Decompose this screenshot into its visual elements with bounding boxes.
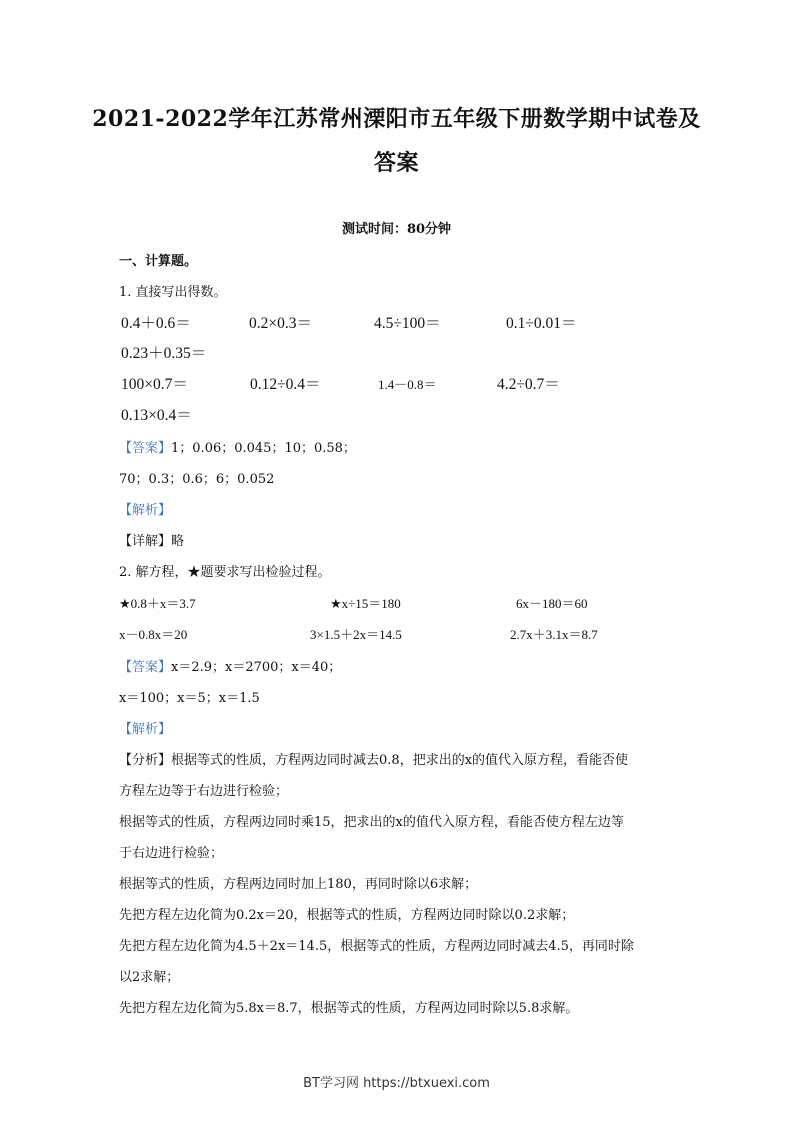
q2-analysis-line-3: 根据等式的性质，方程两边同时乘15，把求出的x的值代入原方程，看能否使方程左边等 [119,815,624,830]
q1-item-10: 0.13×0.4＝ [121,407,192,424]
q1-answer-continued: 70；0.3；0.6；6；0.052 [119,472,275,487]
q1-item-1: 0.4＋0.6＝ [121,315,191,332]
question-2-prompt: 2. 解方程，★题要求写出检验过程。 [119,565,331,580]
q2-analysis-line-6: 先把方程左边化简为0.2x＝20，根据等式的性质，方程两边同时除以0.2求解； [119,908,575,923]
q2-equation-2: ★x÷15＝180 [330,596,401,611]
section-heading: 一、计算题。 [119,254,198,269]
q1-item-5: 0.23＋0.35＝ [121,345,207,362]
answer-tag: 【答案】 [119,660,172,675]
fenxi-tag: 【分析】 [119,753,172,768]
site-footer-watermark: BT学习网 https://btxuexi.com [303,1076,490,1091]
q2-analysis-line-1 [119,749,628,768]
page-title-continued: 答案 [373,150,419,176]
q2-equation-4: x－0.8x＝20 [119,627,188,642]
detail-text: 略 [171,534,185,549]
q2-equation-1: ★0.8＋x＝3.7 [119,596,196,611]
q2-answer [119,656,341,675]
q1-answer [119,437,356,456]
q1-item-2: 0.2×0.3＝ [249,315,312,332]
q1-item-6: 100×0.7＝ [121,376,188,393]
q2-answer-continued: x＝100；x＝5；x＝1.5 [119,691,260,706]
q2-analysis-line-2: 方程左边等于右边进行检验； [119,784,289,799]
question-1-prompt: 1. 直接写出得数。 [119,285,227,300]
q1-detail [119,530,184,549]
q1-item-8: 1.4－0.8＝ [378,377,437,392]
q2-analysis-tag: 【解析】 [119,722,172,737]
q1-item-4: 0.1÷0.01＝ [506,315,577,332]
q2-equation-6: 2.7x＋3.1x＝8.7 [510,627,598,642]
q2-analysis-line-7: 先把方程左边化简为4.5＋2x＝14.5，根据等式的性质，方程两边同时减去4.5，再同时除 [119,939,634,954]
page-title: 2021-2022学年江苏常州溧阳市五年级下册数学期中试卷及 [92,106,701,132]
q1-item-3: 4.5÷100＝ [374,315,441,332]
q2-analysis-line-4: 于右边进行检验； [119,846,224,861]
q2-analysis-line-9: 先把方程左边化简为5.8x＝8.7，根据等式的性质，方程两边同时除以5.8求解。 [119,1001,579,1016]
q1-item-9: 4.2÷0.7＝ [497,376,560,393]
q1-item-7: 0.12÷0.4＝ [250,376,321,393]
test-duration: 测试时间：80分钟 [341,222,452,237]
q2-analysis-line-8: 以2求解； [119,970,180,985]
q1-analysis-tag: 【解析】 [119,503,172,518]
q2-analysis-line-5: 根据等式的性质，方程两边同时加上180，再同时除以6求解； [119,877,478,892]
answer-tag: 【答案】 [119,441,172,456]
fenxi-text: 根据等式的性质，方程两边同时减去0.8，把求出的x的值代入原方程，看能否使 [171,753,629,768]
answer-text: 1；0.06；0.045；10；0.58； [171,441,356,456]
detail-tag: 【详解】 [119,534,172,549]
answer-text: x＝2.9；x＝2700；x＝40； [171,660,342,675]
q2-equation-5: 3×1.5＋2x＝14.5 [310,627,402,642]
q2-equation-3: 6x－180＝60 [516,596,588,611]
